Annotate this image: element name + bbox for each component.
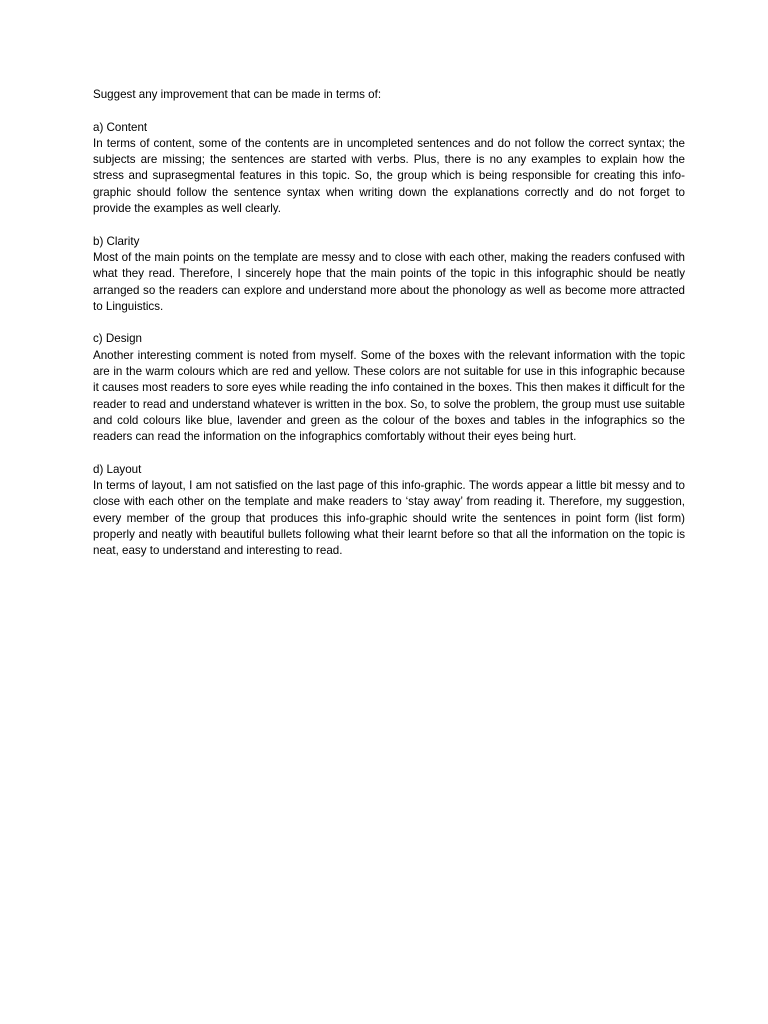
section-heading-clarity: b) Clarity [93,234,140,248]
intro-text: Suggest any improvement that can be made in terms of: [93,88,382,101]
section-body-layout: In terms of layout, I am not satisfied on the last page of this info-graphic. The words appear a little bit messy and to close with each other on the template and make readers to ‘stay away’ from reading it. Therefore, my suggestion, every member of the group that produces this info-graphic should write the sentences in point form (list form) properly and neatly with beautiful bullets following what their learnt before so that all the information on the topic is neat, easy to understand and interesting to read. [93,479,685,558]
section-heading-content: a) Content [93,120,148,134]
section-content [93,120,685,218]
section-design [93,331,685,445]
section-layout [93,462,685,560]
section-body-clarity: Most of the main points on the template are messy and to close with each other, making the readers confused with what they read. Therefore, I sincerely hope that the main points of the topic in this infographic should be neatly arranged so the readers can explore and understand more about the phonology as well as become more attracted to Linguistics. [93,250,685,313]
section-clarity [93,234,685,315]
section-body-content: In terms of content, some of the contents are in uncompleted sentences and do not follow the correct syntax; the subjects are missing; the sentences are started with verbs. Plus, there is no any examples to explain how the stress and suprasegmental features in this topic. So, the group which is being responsible for creating this info-graphic should follow the sentence syntax when writing down the explanations correctly and do not forget to provide the examples as well clearly. [93,136,685,216]
section-body-design: Another interesting comment is noted from myself. Some of the boxes with the relevant information with the topic are in the warm colours which are red and yellow. These colors are not suitable for use in this infographic because it causes most readers to sore eyes while reading the info contained in the boxes. This then makes it difficult for the reader to read and understand whatever is written in the box. So, to solve the problem, the group must use suitable and cold colours like blue, lavender and green as the colour of the boxes and tables in the infographics so the readers can read the information on the infographics comfortably without their eyes being hurt. [93,348,685,444]
section-heading-layout: d) Layout [93,462,142,476]
section-heading-design: c) Design [93,332,142,346]
document-page [93,87,685,576]
